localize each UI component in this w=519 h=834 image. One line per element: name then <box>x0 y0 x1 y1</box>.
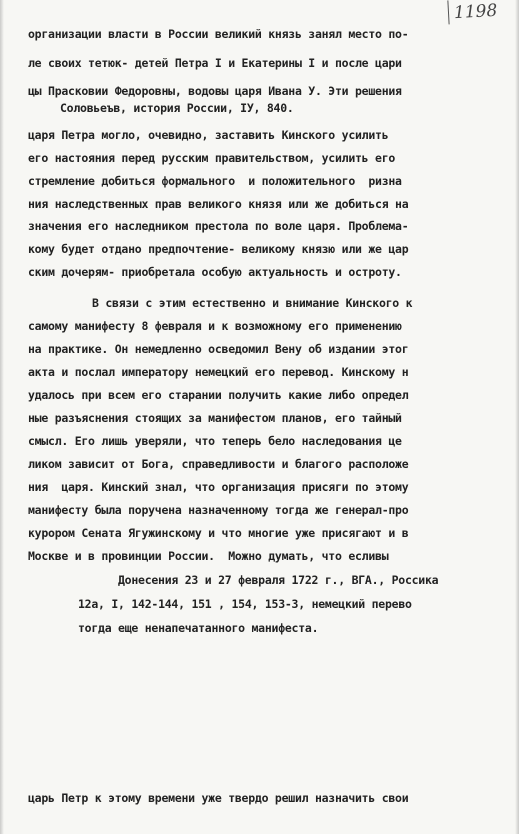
text-line-14: акта и послал императору немецкий его перевод. Кинскому н <box>28 365 409 379</box>
text-line-21: курором Сената Ягужинскому и что многие уже присягают и в <box>28 526 409 540</box>
text-line-5: его настояния перед русским правительством, усилить его <box>28 151 396 165</box>
text-line-10: ским дочерям- приобретала особую актуальность и остроту. <box>28 265 402 279</box>
text-line-9: кому будет отдано предпочтение- великому князю или же цар <box>28 242 409 256</box>
scan-edge-right <box>515 0 519 834</box>
text-line-17: смысл. Его лишь уверяли, что теперь бело наследования це <box>28 434 402 448</box>
footnote-line-3: 12а, I, 142-144, 151 , 154, 153-3, немецкий перево <box>78 597 412 611</box>
text-line-1: организации власти в России великий князь занял место по- <box>28 27 409 41</box>
footnote-line-2: Донесения 23 и 27 февраля 1722 г., ВГА., Россика <box>118 573 439 587</box>
text-line-12: самому манифесту 8 февраля и к возможному его применению <box>28 319 402 333</box>
text-line-7: ния наследственных прав великого князя или же добиться на <box>28 197 409 211</box>
text-line-18: ликом зависит от Бога, справедливости и благого расположе <box>28 457 409 471</box>
text-line-4: царя Петра могло, очевидно, заставить Кинского усилить <box>28 128 389 142</box>
text-line-3: цы Прасковии Федоровны, водовы царя Ивана У. Эти решения <box>28 84 402 98</box>
text-line-20: манифесту была поручена назначенному тогда же генерал-про <box>28 503 409 517</box>
text-line-23: царь Петр к этому времени уже твердо решил назначить свои <box>28 791 409 805</box>
text-line-19: ния царя. Кинский знал, что организация присяги по этому <box>28 480 409 494</box>
footnote-line-1: Соловьеъв, история России, IУ, 840. <box>60 101 294 115</box>
footnote-line-4: тогда еще ненапечатанного манифеста. <box>78 621 319 635</box>
text-line-16: ные разъяснения стоящих за манифестом планов, его тайный <box>28 411 402 425</box>
text-line-11: В связи с этим естественно и внимание Кинского к <box>92 296 413 310</box>
text-line-13: на практике. Он немедленно осведомил Вену об издании этог <box>28 342 409 356</box>
scan-edge-left <box>0 0 4 834</box>
text-line-6: стремление добиться формального и положительного ризна <box>28 174 402 188</box>
text-line-2: ле своих тетюк- детей Петра I и Екатерины I и после цари <box>28 56 402 70</box>
text-line-15: удалось при всем его старании получить какие либо определ <box>28 388 409 402</box>
page-number: 1198 <box>453 0 498 24</box>
text-line-8: значения его наследником престола по воле царя. Проблема- <box>28 219 409 233</box>
text-line-22: Москве и в провинции России. Можно думать, что есливы <box>28 549 389 563</box>
